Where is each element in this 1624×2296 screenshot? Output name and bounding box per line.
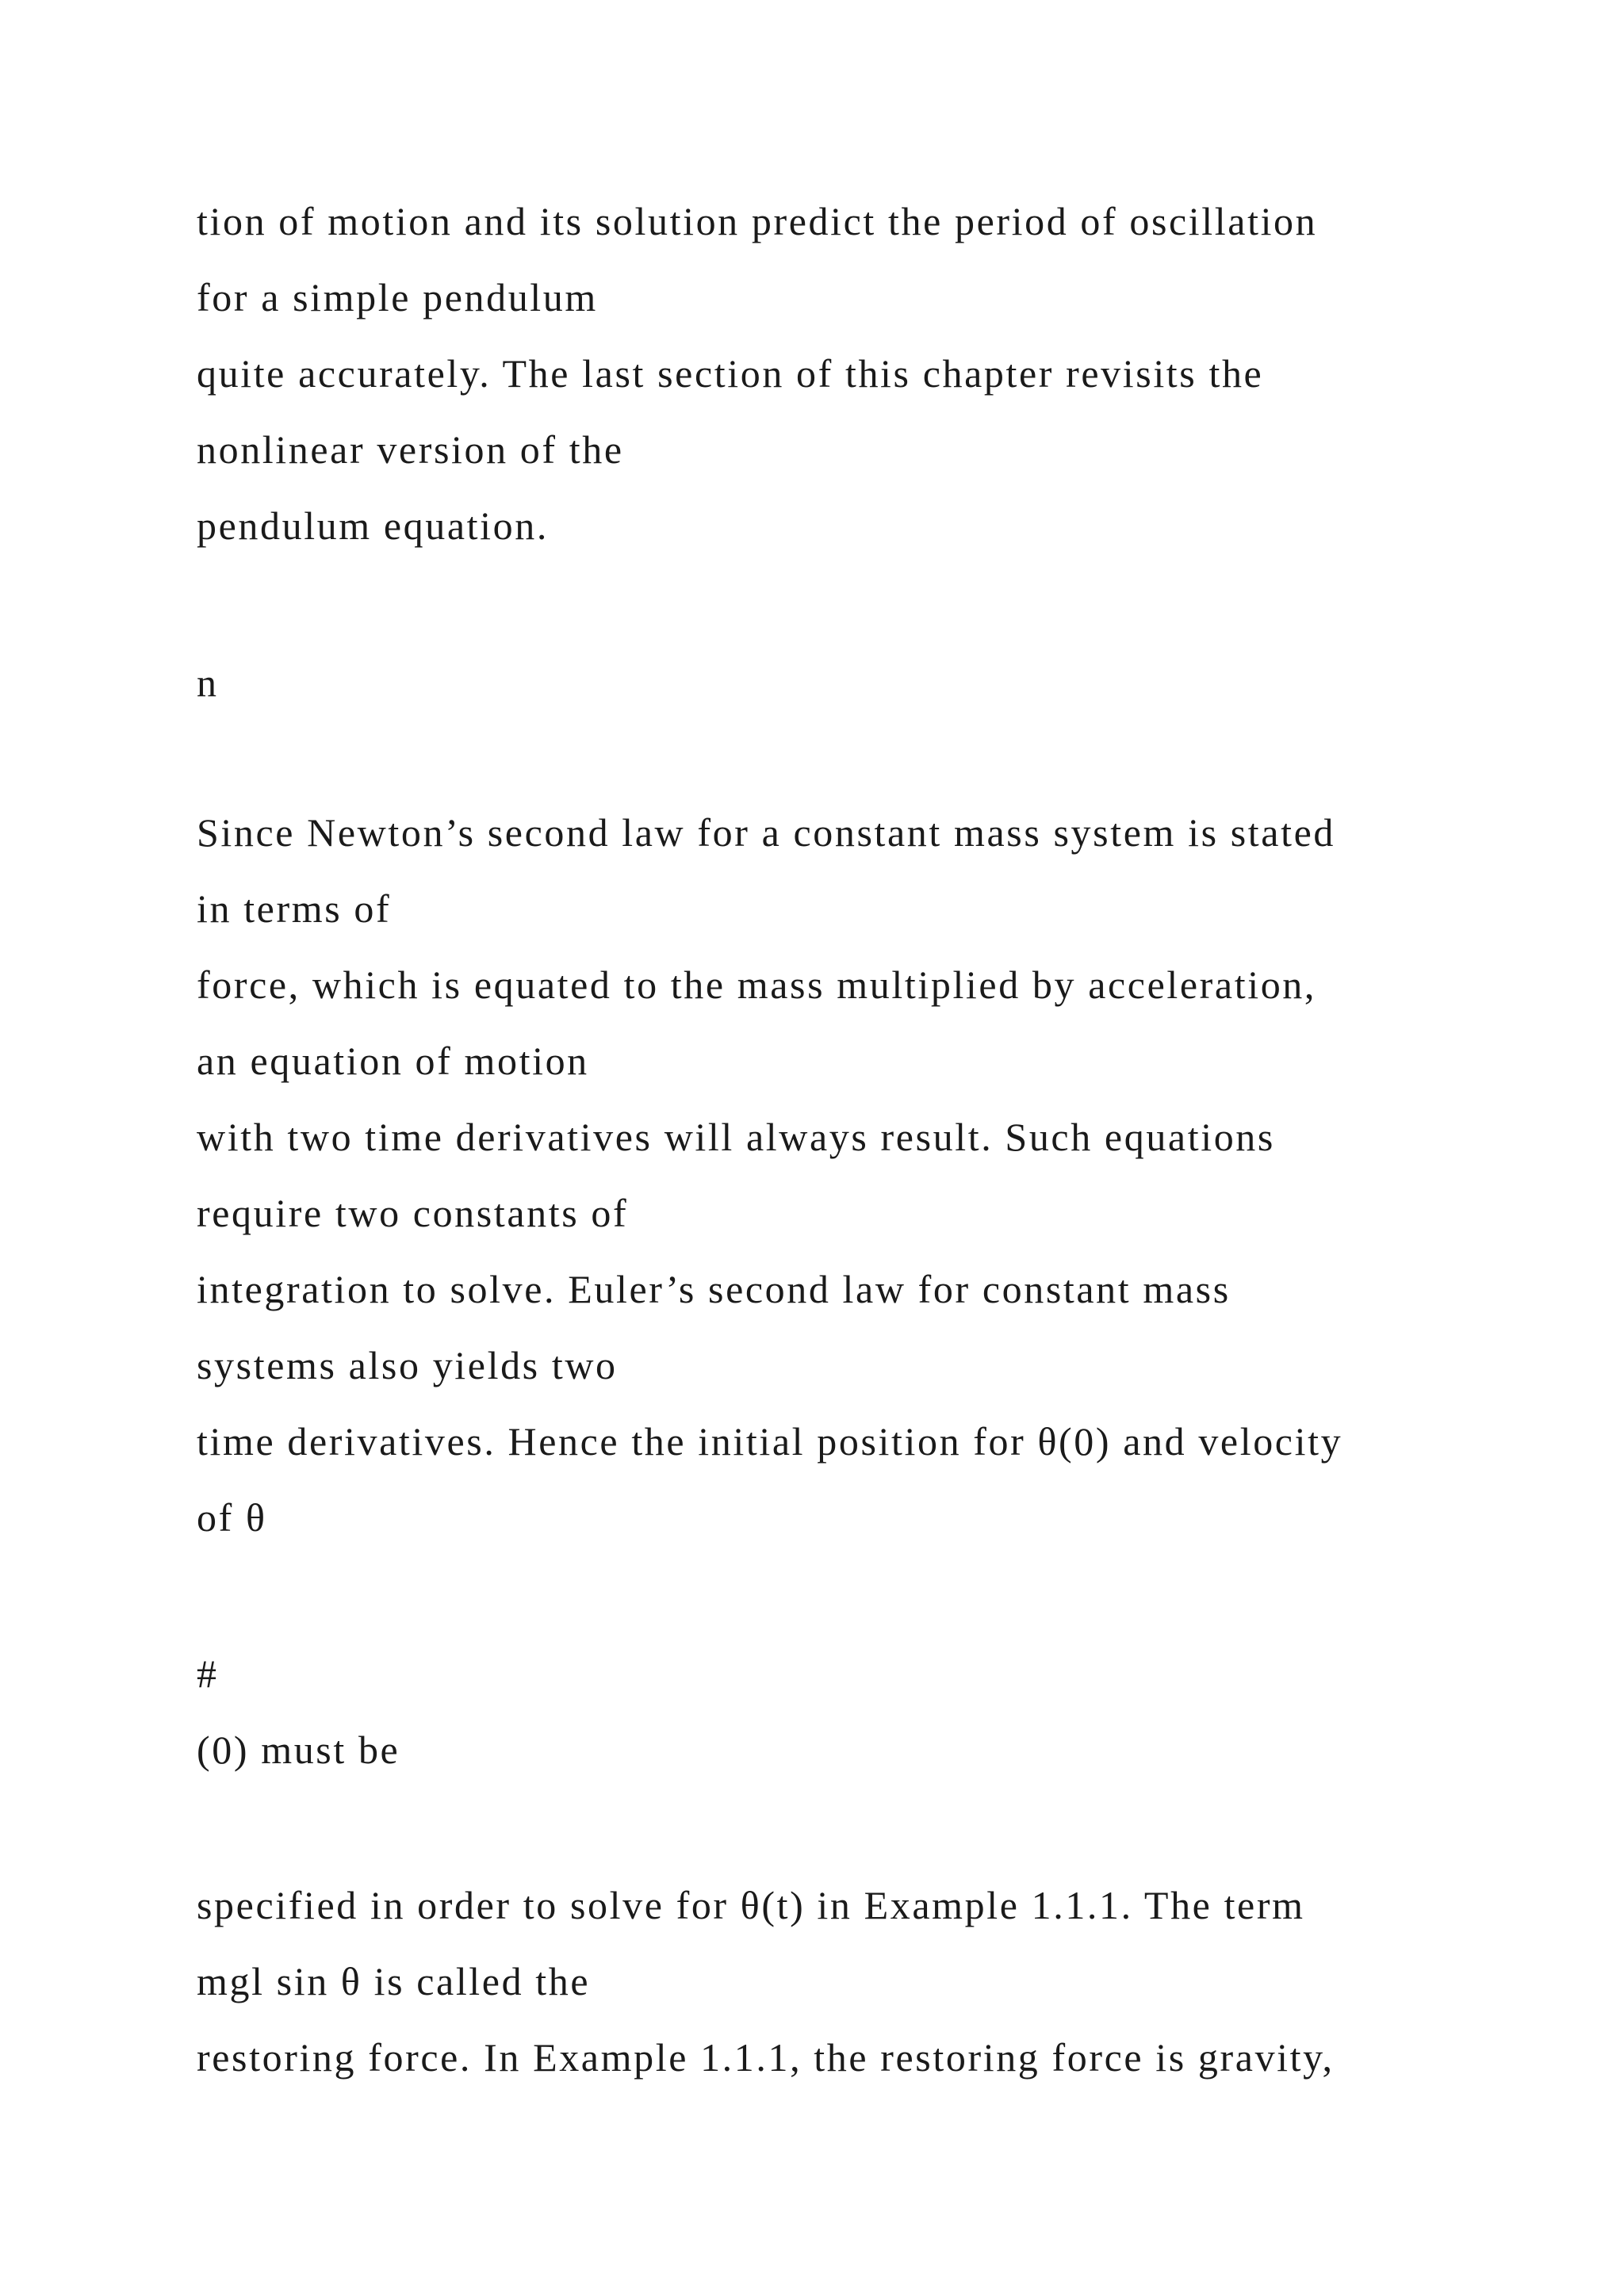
- text-line: n: [197, 660, 219, 705]
- text-line: systems also yields two: [197, 1343, 618, 1387]
- text-line: for a simple pendulum: [197, 275, 598, 320]
- text-line: Since Newton’s second law for a constant mass system is stated: [197, 810, 1335, 855]
- text-line: restoring force. In Example 1.1.1, the restoring force is gravity,: [197, 2035, 1335, 2080]
- text-line: force, which is equated to the mass multiplied by acceleration,: [197, 962, 1316, 1007]
- text-line: with two time derivatives will always result. Such equations: [197, 1115, 1275, 1159]
- text-line: time derivatives. Hence the initial position for θ(0) and velocity: [197, 1419, 1343, 1464]
- text-line: pendulum equation.: [197, 503, 549, 548]
- text-line: quite accurately. The last section of this chapter revisits the: [197, 351, 1264, 396]
- text-line: #: [197, 1651, 219, 1696]
- text-line: in terms of: [197, 886, 392, 931]
- text-line: require two constants of: [197, 1191, 629, 1235]
- text-line: integration to solve. Euler’s second law for constant mass: [197, 1267, 1231, 1311]
- text-line: (0) must be: [197, 1728, 400, 1772]
- text-line: mgl sin θ is called the: [197, 1959, 591, 2003]
- text-line: tion of motion and its solution predict the period of oscillation: [197, 199, 1318, 243]
- text-line: nonlinear version of the: [197, 427, 624, 472]
- text-line: specified in order to solve for θ(t) in Example 1.1.1. The term: [197, 1883, 1305, 1927]
- text-line: of θ: [197, 1495, 267, 1540]
- text-line: an equation of motion: [197, 1039, 589, 1083]
